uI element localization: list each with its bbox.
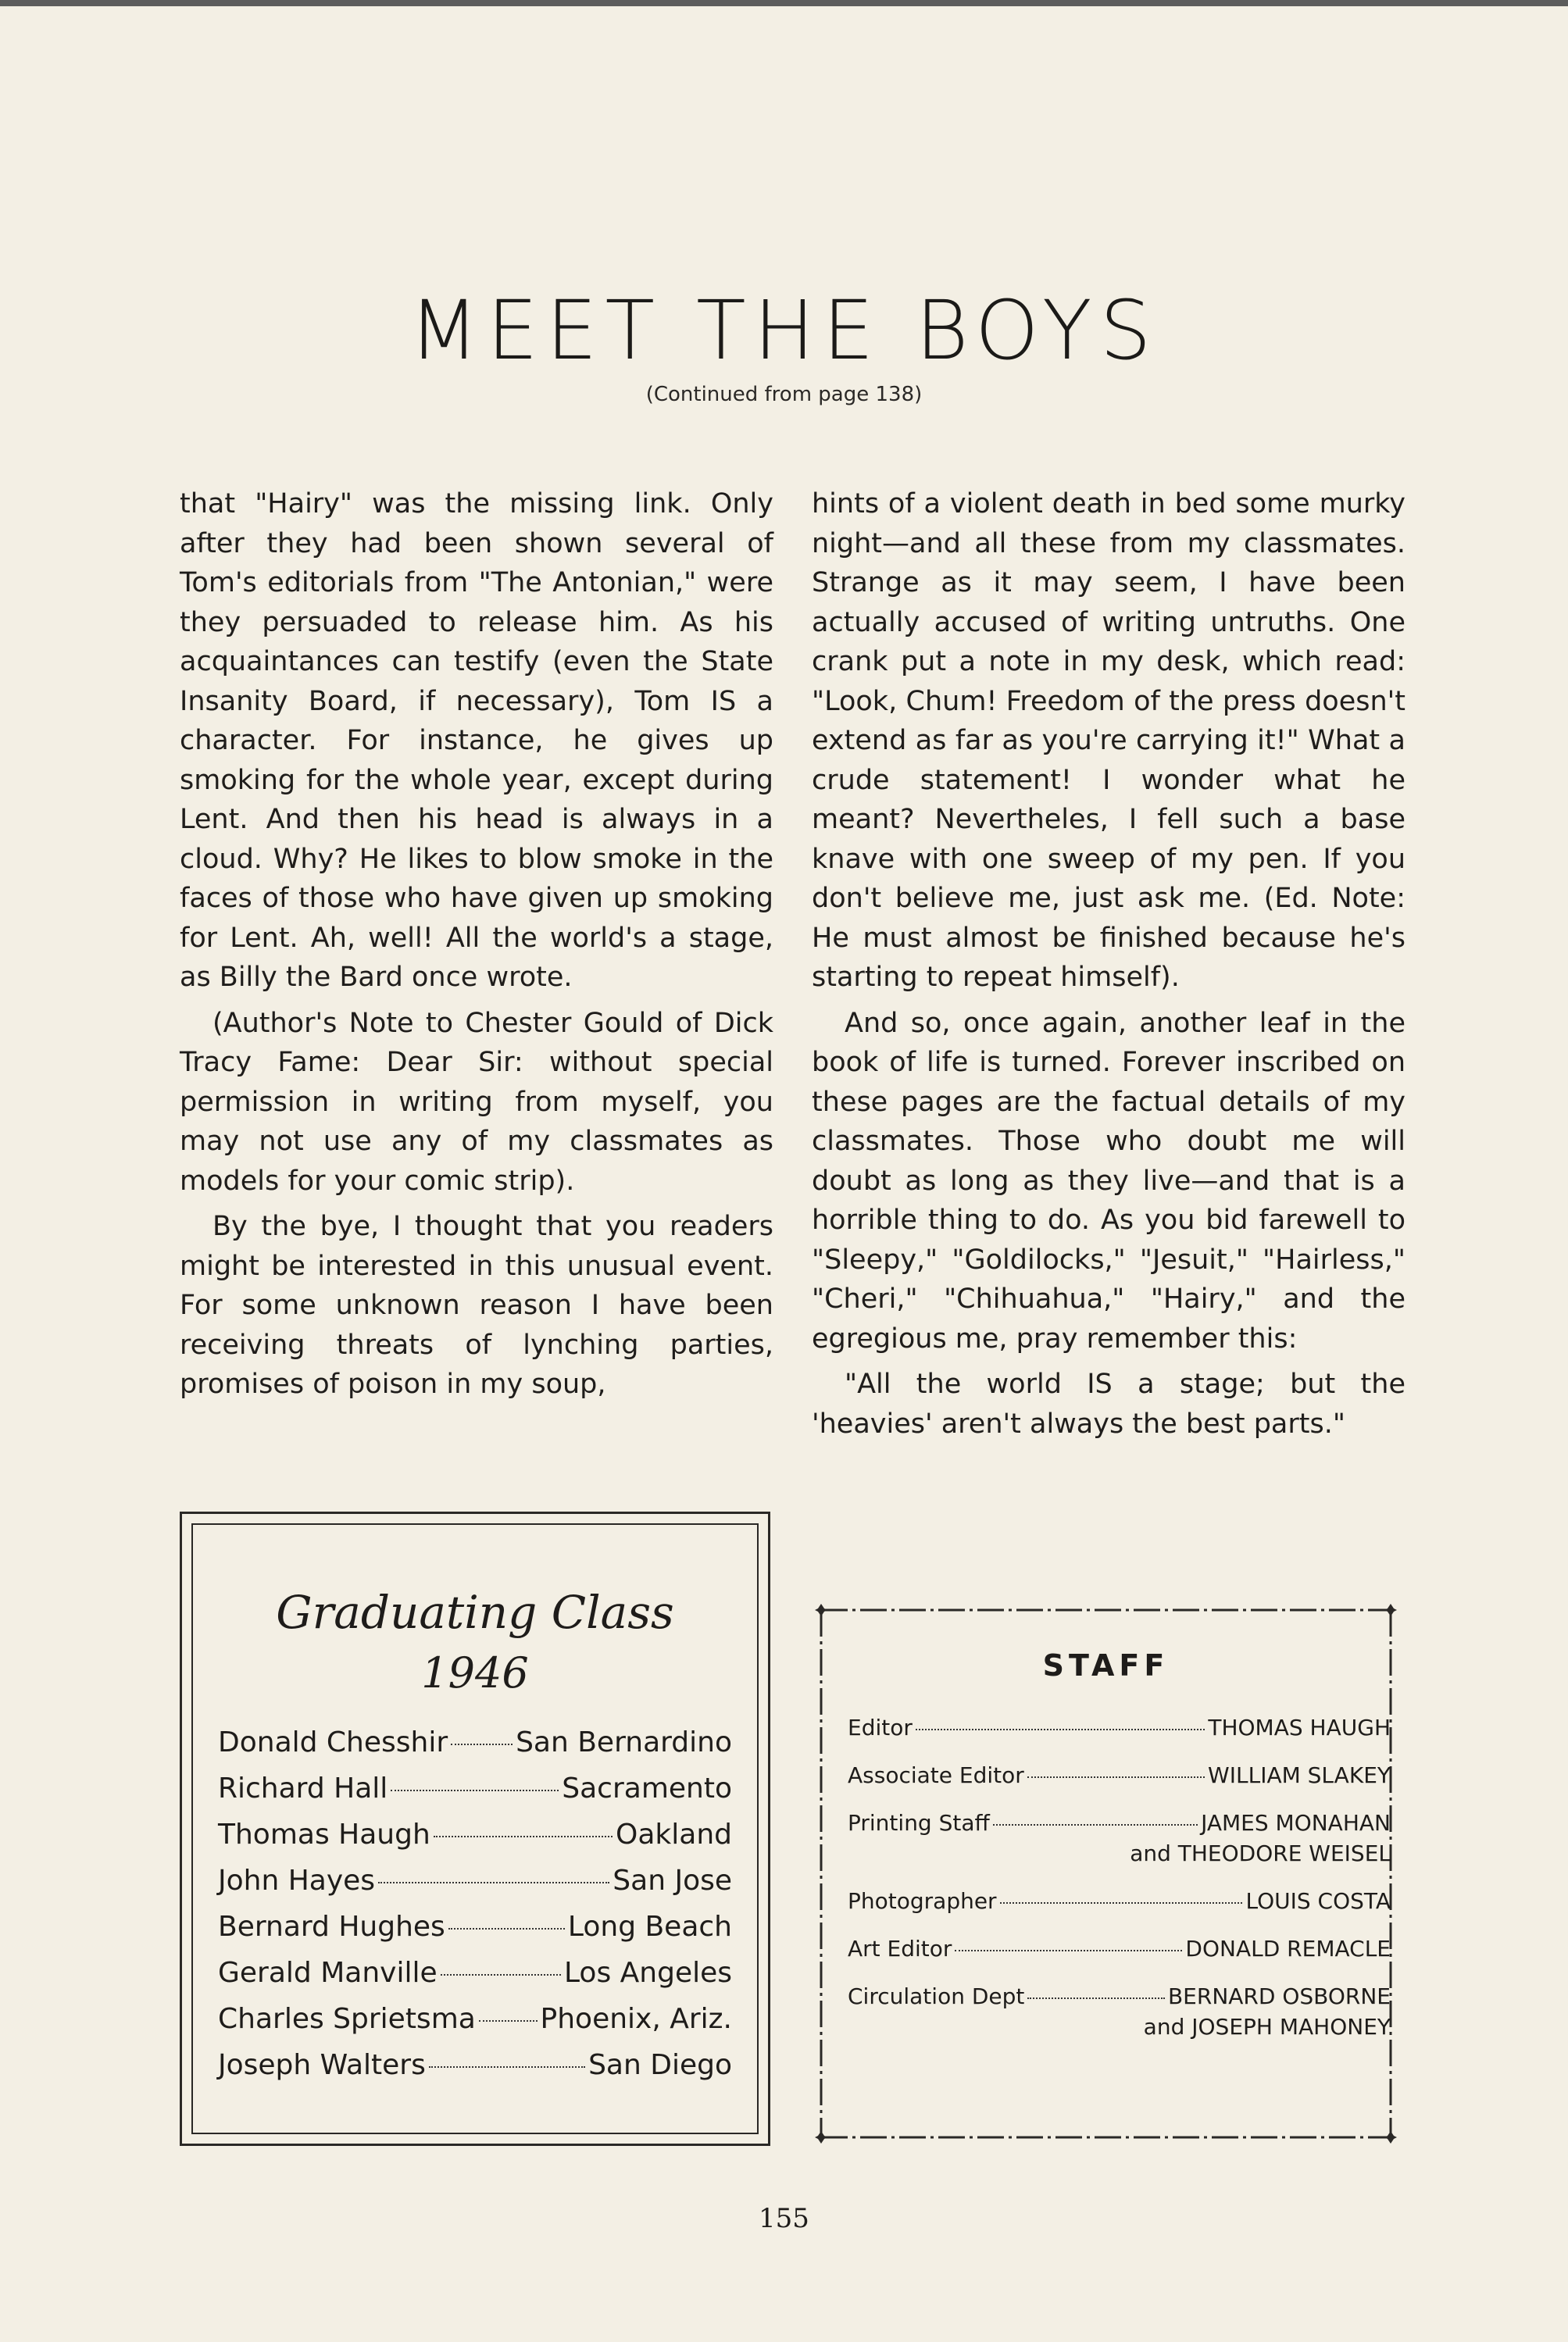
list-item [218,1957,732,2003]
list-item [848,1762,1391,1788]
list-item [848,1715,1391,1740]
member-city: Phoenix, Ariz. [540,2003,732,2035]
list-item [218,1773,732,1819]
dot-leader [1027,1997,1165,1999]
list-item [848,1810,1391,1866]
right-paragraph-1: hints of a violent death in bed some murky night—and all these from my classmates. Strange as it may seem, I have been actually accused of writing untruths. One crank put a note in my desk, which read: "Look, Chum! Freedom of the press doesn't extend as far as you're carrying it!" What a crude statement! I wonder what he meant? Nevertheles, I fell such a base knave with one sweep of my pen. If you don't believe me, just ask me. (Ed. Note: He must almost be finished because he's starting to repeat himself). [812,488,1405,993]
member-name: Thomas Haugh [218,1819,430,1851]
list-item [848,1983,1391,2040]
graduating-class-list [218,1726,732,2095]
member-name: John Hayes [218,1865,376,1897]
staff-name: BERNARD OSBORNE [1167,1983,1391,2009]
dot-leader [993,1824,1198,1826]
list-item [848,1888,1391,1914]
dot-leader [479,2020,538,2022]
dot-leader [916,1729,1205,1730]
dot-leader [955,1950,1182,1951]
member-city: Los Angeles [564,1957,732,1989]
member-city: San Diego [588,2049,732,2081]
list-item [218,1911,732,1957]
staff-name-extra: and THEODORE WEISEL [1130,1840,1391,1866]
list-item [218,1726,732,1773]
member-name: Bernard Hughes [218,1911,445,1943]
left-column [180,484,773,1405]
left-paragraph-1: that "Hairy" was the missing link. Only after they had been shown several of Tom's editorials from "The Antonian," were they persuaded to release him. As his acquaintances can testify (even the State Insanity Board, if necessary), Tom IS a character. For instance, he gives up smoking for the whole year, except during Lent. And then his head is always in a cloud. Why? He likes to blow smoke in the faces of those who have given up smoking for Lent. Ah, well! All the world's a stage, as Billy the Bard once wrote. [180,488,773,993]
staff-role: Photographer [848,1888,997,1914]
staff-role: Art Editor [848,1936,952,1962]
member-city: Oakland [616,1819,732,1851]
graduating-class-inner-border [191,1523,759,2134]
staff-name: LOUIS COSTA [1245,1888,1391,1914]
staff-name-extra: and JOSEPH MAHONEY [1143,2014,1391,2040]
list-item [848,1936,1391,1962]
dot-leader [448,1928,565,1930]
list-item [218,2049,732,2095]
dot-leader [429,2066,585,2068]
graduating-class-year: 1946 [421,1648,529,1698]
member-name: Richard Hall [218,1773,388,1805]
dot-leader [391,1790,559,1791]
staff-name: WILLIAM SLAKEY [1208,1762,1391,1788]
dot-leader [451,1744,513,1745]
member-name: Joseph Walters [218,2049,426,2081]
list-item [218,2003,732,2049]
dot-leader [434,1836,613,1837]
staff-name: DONALD REMACLE [1185,1936,1391,1962]
staff-role: Editor [848,1715,913,1740]
list-item [218,1865,732,1911]
member-city: Long Beach [567,1911,732,1943]
graduating-class-title: Graduating Class [276,1586,674,1639]
staff-list [848,1715,1391,2062]
staff-role: Circulation Dept [848,1983,1025,2009]
page-number: 155 [759,2203,809,2234]
graduating-class-box [180,1512,770,2146]
staff-name: THOMAS HAUGH [1208,1715,1391,1740]
member-name: Charles Sprietsma [218,2003,476,2035]
member-name: Gerald Manville [218,1957,438,1989]
dot-leader [1000,1902,1243,1904]
page-title: MEET THE BOYS [409,283,1159,378]
staff-box [815,1604,1397,2144]
list-item [218,1819,732,1865]
continued-note: (Continued from page 138) [645,383,923,406]
right-paragraph-2: And so, once again, another leaf in the book of life is turned. Forever inscribed on these pages are the factual details of my classmates. Those who doubt me will doubt as long as they live—and that is a horrible thing to do. As you bid farewell to "Sleepy," "Goldilocks," "Jesuit," "Hairless," "Cheri," "Chihuahua," "Hairy," and the egregious me, pray remember this: [812,1007,1405,1355]
staff-role: Associate Editor [848,1762,1024,1788]
dot-leader [378,1882,609,1883]
dot-leader [1027,1776,1205,1778]
left-paragraph-3: By the bye, I thought that you readers might be interested in this unusual event. For some unknown reason I have been receiving threats of lynching parties, promises of poison in my soup, [180,1211,773,1400]
staff-title: STAFF [1042,1648,1170,1683]
right-paragraph-3: "All the world IS a stage; but the 'heavies' aren't always the best parts." [812,1369,1405,1440]
staff-name: JAMES MONAHAN [1201,1810,1391,1836]
member-city: San Bernardino [516,1726,732,1758]
member-city: Sacramento [562,1773,732,1805]
left-paragraph-2: (Author's Note to Chester Gould of Dick Tracy Fame: Dear Sir: without special permission in writing from myself, you may not use any of my classmates as models for your comic strip). [180,1007,773,1197]
staff-role: Printing Staff [848,1810,990,1836]
dot-leader [441,1974,561,1976]
right-column [812,484,1405,1444]
member-name: Donald Chesshir [218,1726,448,1758]
member-city: San Jose [613,1865,732,1897]
top-edge-line [0,0,1568,6]
